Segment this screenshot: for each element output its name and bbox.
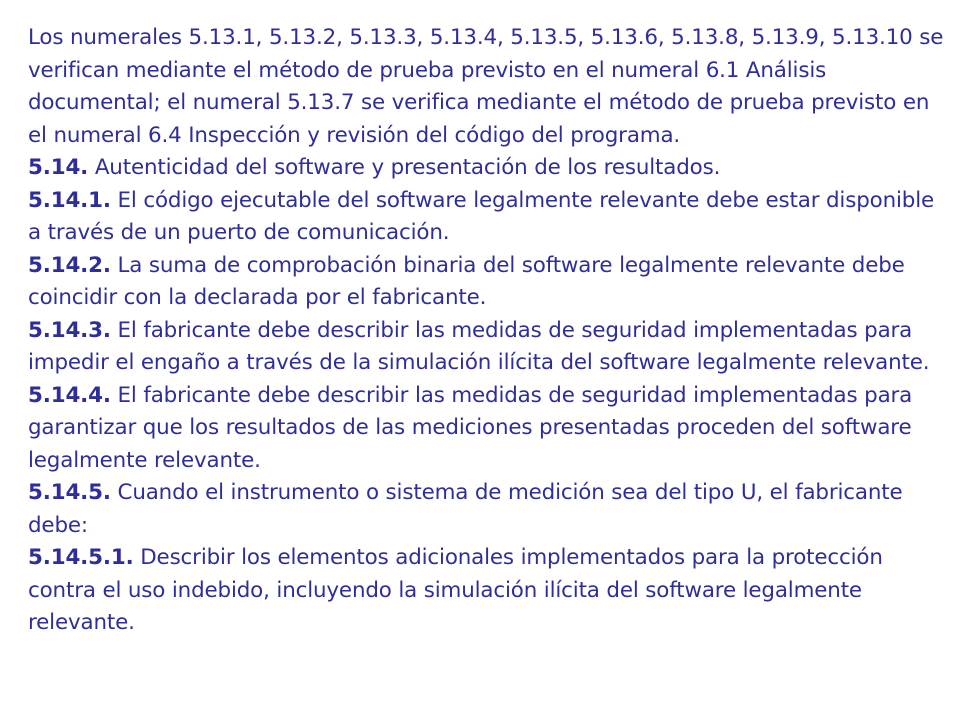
paragraph-5-14-2 [28, 250, 944, 315]
paragraph-text: Describir los elementos adicionales implementados para la protección contra el uso indebido, incluyendo la simulación ilícita del software legalmente relevante. [28, 545, 883, 635]
paragraph-text: Autenticidad del software y presentación de los resultados. [94, 155, 721, 180]
paragraph-5-14-5 [28, 477, 944, 542]
paragraph-text: El código ejecutable del software legalmente relevante debe estar disponible a través de un puerto de comunicación. [28, 187, 934, 245]
paragraph-5-14 [28, 152, 944, 185]
paragraph-text: Los numerales 5.13.1, 5.13.2, 5.13.3, 5.13.4, 5.13.5, 5.13.6, 5.13.8, 5.13.9, 5.13.10 se verifican mediante el método de prueba previsto en el numeral 6.1 Análisis documental; el numeral 5.13.7 se verifica mediante el método de prueba previsto en el numeral 6.4 Inspección y revisión del código del programa. [28, 25, 944, 148]
section-number: 5.14.5. [28, 480, 111, 505]
section-number: 5.14.4. [28, 382, 111, 408]
section-number: 5.14.3. [28, 317, 111, 343]
paragraph-text: La suma de comprobación binaria del software legalmente relevante debe coincidir con la declarada por el fabricante. [28, 252, 905, 310]
section-number: 5.14.1. [28, 187, 111, 213]
paragraph-5-14-3 [28, 315, 944, 380]
paragraph-text: Cuando el instrumento o sistema de medición sea del tipo U, el fabricante debe: [28, 480, 903, 538]
paragraph-verification-note [28, 22, 944, 152]
section-number: 5.14.2. [28, 252, 111, 278]
section-number: 5.14.5.1. [28, 545, 134, 570]
paragraph-text: El fabricante debe describir las medidas de seguridad implementadas para impedir el engaño a través de la simulación ilícita del software legalmente relevante. [28, 317, 930, 375]
section-number: 5.14. [28, 155, 89, 180]
document-body [28, 22, 944, 640]
paragraph-5-14-5-1 [28, 542, 944, 640]
paragraph-text: El fabricante debe describir las medidas de seguridad implementadas para garantizar que los resultados de las mediciones presentadas proceden del software legalmente relevante. [28, 382, 913, 473]
paragraph-5-14-4 [28, 380, 944, 478]
paragraph-5-14-1 [28, 185, 944, 250]
